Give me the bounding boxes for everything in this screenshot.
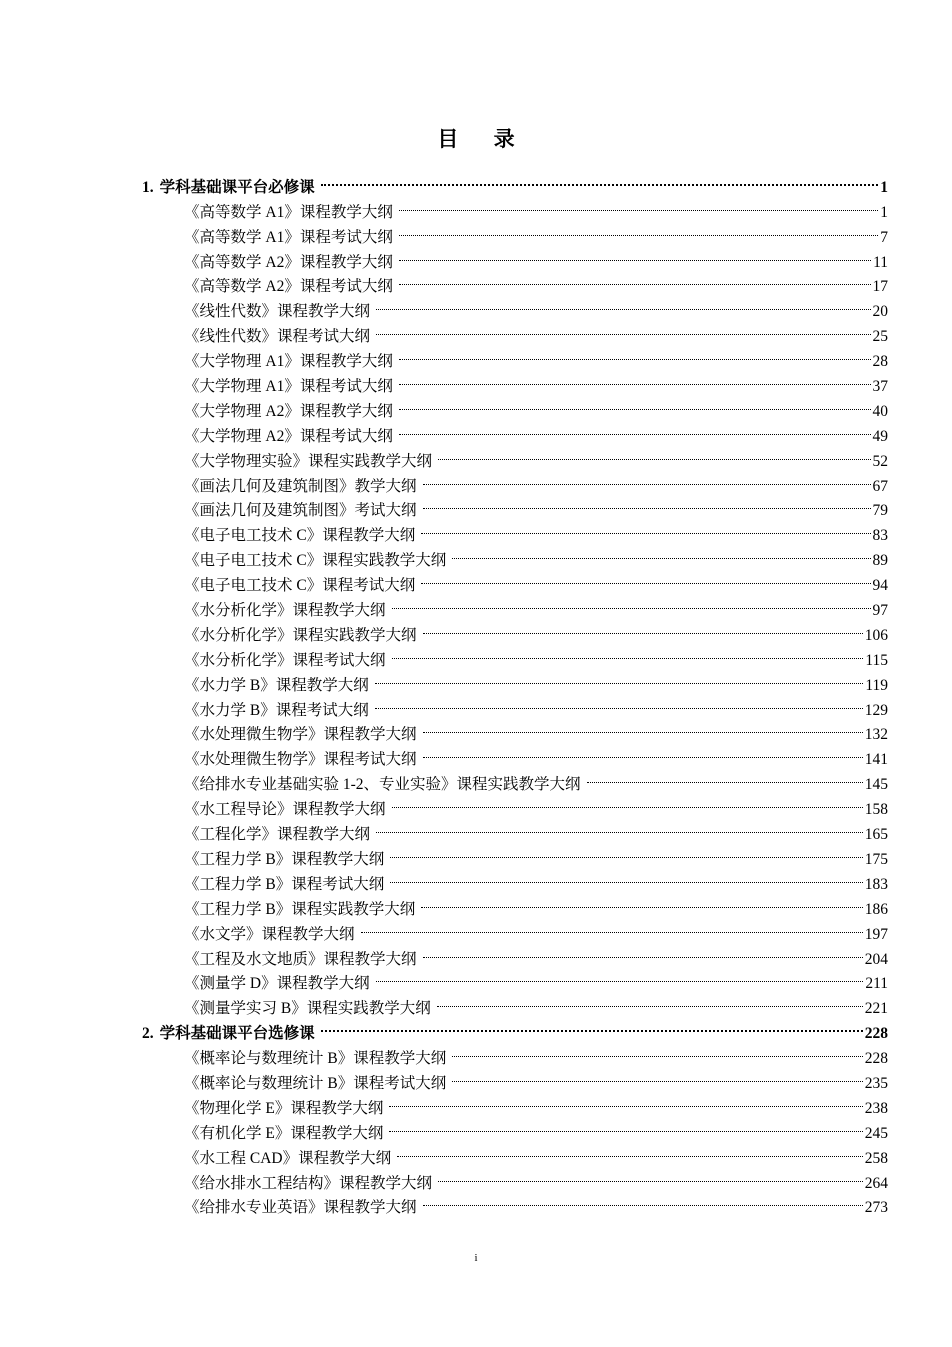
entry-page-number: 25 (872, 328, 888, 346)
entry-page-number: 165 (864, 826, 888, 844)
entry-title: 《水处理微生物学》课程考试大纲 (184, 751, 417, 769)
dot-leader (399, 242, 871, 267)
section-number: 2. (142, 1025, 154, 1043)
entry-page-number: 245 (864, 1124, 888, 1142)
entry-page-number: 211 (865, 975, 888, 993)
dot-leader (375, 665, 864, 690)
dot-leader (437, 988, 863, 1013)
entry-page-number: 89 (872, 552, 888, 570)
dot-leader (397, 1138, 863, 1163)
entry-title: 《电子电工技术 C》课程教学大纲 (184, 527, 416, 545)
dot-leader (423, 939, 863, 964)
dot-leader (399, 416, 871, 441)
entry-title: 《工程力学 B》课程实践教学大纲 (184, 900, 416, 918)
entry-title: 《物理化学 E》课程教学大纲 (184, 1099, 384, 1117)
entry-page-number: 264 (864, 1174, 888, 1192)
entry-title: 《大学物理 A2》课程考试大纲 (184, 427, 393, 445)
entry-title: 《线性代数》课程教学大纲 (184, 303, 371, 321)
dot-leader (423, 739, 863, 764)
entry-page-number: 158 (864, 801, 888, 819)
dot-leader (452, 1038, 863, 1063)
entry-page-number: 186 (864, 900, 888, 918)
entry-title: 《给排水专业英语》课程教学大纲 (184, 1199, 417, 1217)
entry-page-number: 67 (872, 477, 888, 495)
dot-leader (390, 839, 863, 864)
entry-title: 《水工程导论》课程教学大纲 (184, 801, 386, 819)
section-page-number: 1 (880, 178, 888, 196)
entry-title: 《测量学 D》课程教学大纲 (184, 975, 370, 993)
section-title: 学科基础课平台选修课 (159, 1025, 315, 1043)
dot-leader (452, 540, 870, 565)
entry-title: 《大学物理 A1》课程教学大纲 (184, 353, 393, 371)
entry-title: 《工程及水文地质》课程教学大纲 (184, 950, 417, 968)
entry-page-number: 258 (864, 1149, 888, 1167)
dot-leader (392, 789, 863, 814)
entry-page-number: 129 (864, 701, 888, 719)
entry-page-number: 40 (872, 402, 888, 420)
dot-leader (321, 1013, 863, 1038)
entry-title: 《线性代数》课程考试大纲 (184, 328, 371, 346)
entry-page-number: 175 (864, 850, 888, 868)
dot-leader (423, 715, 863, 740)
entry-page-number: 115 (865, 651, 888, 669)
entry-page-number: 119 (865, 676, 888, 694)
page-title: 目 录 (437, 127, 529, 151)
dot-leader (361, 914, 863, 939)
dot-leader (587, 764, 863, 789)
entry-page-number: 221 (864, 1000, 888, 1018)
entry-title: 《工程力学 B》课程教学大纲 (184, 850, 385, 868)
entry-page-number: 197 (864, 925, 888, 943)
entry-page-number: 132 (864, 726, 888, 744)
entry-title: 《测量学实习 B》课程实践教学大纲 (184, 1000, 431, 1018)
dot-leader (399, 217, 878, 242)
dot-leader (389, 1113, 862, 1138)
entry-title: 《给水排水工程结构》课程教学大纲 (184, 1174, 433, 1192)
table-of-contents (142, 167, 888, 1217)
entry-title: 《水分析化学》课程实践教学大纲 (184, 626, 417, 644)
entry-page-number: 11 (873, 253, 888, 271)
dot-leader (399, 192, 878, 217)
entry-page-number: 273 (864, 1199, 888, 1217)
entry-title: 《给排水专业基础实验 1-2、专业实验》课程实践教学大纲 (184, 776, 581, 794)
entry-title: 《工程力学 B》课程考试大纲 (184, 875, 385, 893)
dot-leader (376, 814, 863, 839)
dot-leader (376, 964, 864, 989)
entry-title: 《概率论与数理统计 B》课程教学大纲 (184, 1050, 447, 1068)
entry-title: 《水力学 B》课程教学大纲 (184, 676, 369, 694)
entry-title: 《水文学》课程教学大纲 (184, 925, 355, 943)
dot-leader (389, 1088, 862, 1113)
entry-title: 《高等数学 A2》课程考试大纲 (184, 278, 393, 296)
dot-leader (423, 1188, 863, 1213)
entry-title: 《电子电工技术 C》课程实践教学大纲 (184, 552, 447, 570)
entry-title: 《大学物理 A1》课程考试大纲 (184, 378, 393, 396)
dot-leader (376, 316, 870, 341)
entry-page-number: 20 (872, 303, 888, 321)
entry-title: 《工程化学》课程教学大纲 (184, 826, 371, 844)
entry-page-number: 204 (864, 950, 888, 968)
entry-page-number: 28 (872, 353, 888, 371)
entry-page-number: 141 (864, 751, 888, 769)
entry-page-number: 83 (872, 527, 888, 545)
entry-page-number: 37 (872, 378, 888, 396)
dot-leader (438, 441, 870, 466)
dot-leader (399, 366, 871, 391)
dot-leader (421, 565, 870, 590)
entry-title: 《画法几何及建筑制图》考试大纲 (184, 502, 417, 520)
dot-leader (375, 690, 863, 715)
toc-section-entry[interactable] (142, 167, 888, 196)
entry-title: 《水分析化学》课程教学大纲 (184, 602, 386, 620)
section-page-number: 228 (864, 1025, 888, 1043)
entry-page-number: 17 (872, 278, 888, 296)
entry-title: 《水力学 B》课程考试大纲 (184, 701, 369, 719)
entry-page-number: 7 (880, 228, 888, 246)
dot-leader (392, 590, 871, 615)
entry-title: 《画法几何及建筑制图》教学大纲 (184, 477, 417, 495)
entry-title: 《水处理微生物学》课程教学大纲 (184, 726, 417, 744)
entry-title: 《水分析化学》课程考试大纲 (184, 651, 386, 669)
entry-page-number: 145 (864, 776, 888, 794)
dot-leader (399, 341, 871, 366)
entry-title: 《高等数学 A1》课程教学大纲 (184, 203, 393, 221)
section-title: 学科基础课平台必修课 (159, 178, 315, 196)
entry-page-number: 94 (872, 577, 888, 595)
dot-leader (376, 291, 870, 316)
dot-leader (399, 391, 871, 416)
dot-leader (423, 491, 871, 516)
entry-title: 《水工程 CAD》课程教学大纲 (184, 1149, 392, 1167)
dot-leader (321, 167, 879, 192)
dot-leader (423, 615, 863, 640)
entry-page-number: 97 (872, 602, 888, 620)
entry-title: 《高等数学 A2》课程教学大纲 (184, 253, 393, 271)
entry-page-number: 228 (864, 1050, 888, 1068)
entry-title: 《高等数学 A1》课程考试大纲 (184, 228, 393, 246)
section-number: 1. (142, 178, 154, 196)
entry-page-number: 49 (872, 427, 888, 445)
dot-leader (438, 1163, 863, 1188)
dot-leader (392, 640, 864, 665)
entry-page-number: 235 (864, 1074, 888, 1092)
dot-leader (421, 515, 870, 540)
entry-title: 《大学物理实验》课程实践教学大纲 (184, 452, 433, 470)
dot-leader (423, 466, 871, 491)
page-number: i (474, 1252, 478, 1264)
dot-leader (399, 267, 871, 292)
dot-leader (390, 864, 863, 889)
dot-leader (452, 1063, 863, 1088)
entry-page-number: 106 (864, 626, 888, 644)
entry-title: 《有机化学 E》课程教学大纲 (184, 1124, 384, 1142)
entry-page-number: 79 (872, 502, 888, 520)
entry-title: 《大学物理 A2》课程教学大纲 (184, 402, 393, 420)
entry-page-number: 238 (864, 1099, 888, 1117)
entry-title: 《电子电工技术 C》课程考试大纲 (184, 577, 416, 595)
entry-page-number: 183 (864, 875, 888, 893)
entry-page-number: 52 (872, 452, 888, 470)
entry-page-number: 1 (880, 203, 888, 221)
dot-leader (421, 889, 863, 914)
entry-title: 《概率论与数理统计 B》课程考试大纲 (184, 1074, 447, 1092)
